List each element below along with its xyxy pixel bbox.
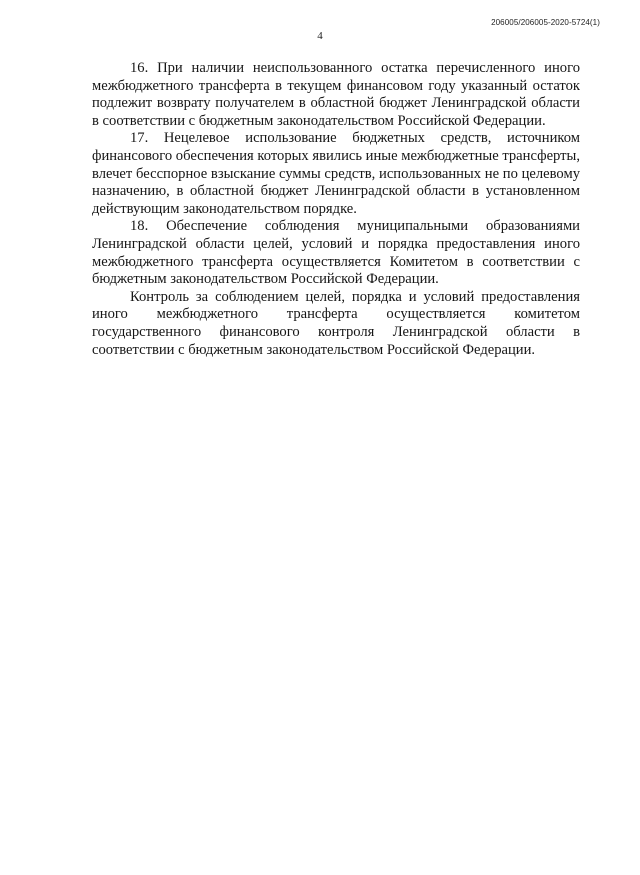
paragraph-control: Контроль за соблюдением целей, порядка и условий предоставления иного межбюджетного трансферта осуществляется комитетом государственного финансового контроля Ленинградской области в соответствии с бюджетным законодательством Российской Федерации.: [92, 288, 580, 358]
page-number: 4: [317, 30, 323, 42]
paragraph-17: 17. Нецелевое использование бюджетных средств, источником финансового обеспечения которых явились иные межбюджетные трансферты, влечет бесспорное взыскание суммы средств, использованных не по целевому назначению, в областной бюджет Ленинградской области в установленном действующим законодательством порядке.: [92, 130, 580, 217]
paragraph-18: 18. Обеспечение соблюдения муниципальными образованиями Ленинградской области целей, условий и порядка предоставления иного межбюджетного трансферта осуществляется Комитетом в соответствии с бюджетным законодательством Российской Федерации.: [92, 218, 580, 288]
paragraph-16: 16. При наличии неиспользованного остатка перечисленного иного межбюджетного трансферта в текущем финансовом году указанный остаток подлежит возврату получателем в областной бюджет Ленинградской области в соответствии с бюджетным законодательством Российской Федерации.: [92, 60, 580, 129]
document-registration-number: 206005/206005-2020-5724(1): [491, 18, 600, 27]
document-body: [92, 60, 580, 359]
